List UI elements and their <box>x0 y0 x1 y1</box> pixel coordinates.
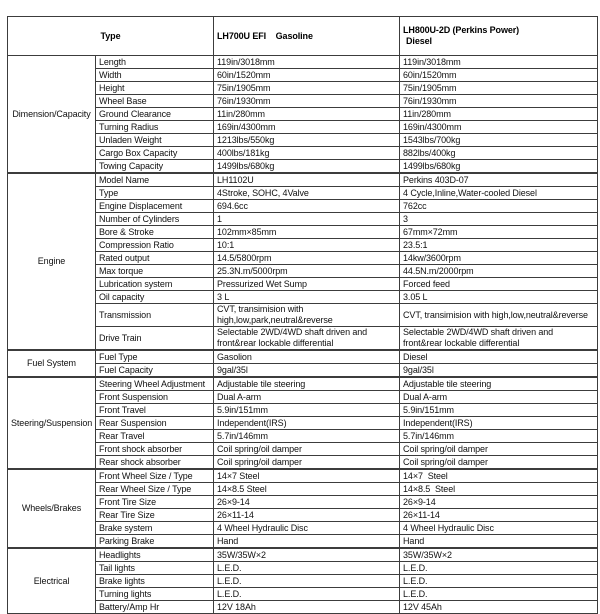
spec-row <box>8 443 598 456</box>
spec-value-lh700u-cell: 35W/35W×2 <box>214 548 400 562</box>
spec-label-cell: Wheel Base <box>96 95 214 108</box>
spec-row <box>8 509 598 522</box>
spec-value-lh800u-cell: 882lbs/400kg <box>400 147 598 160</box>
spec-label-cell: Ground Clearance <box>96 108 214 121</box>
spec-table-body <box>8 56 598 614</box>
spec-row <box>8 200 598 213</box>
spec-label-cell: Fuel Capacity <box>96 364 214 378</box>
spec-value-lh700u-cell: L.E.D. <box>214 588 400 601</box>
spec-row <box>8 327 598 351</box>
spec-value-lh800u-cell: 762cc <box>400 200 598 213</box>
spec-label-cell: Number of Cylinders <box>96 213 214 226</box>
spec-value-lh700u-cell: 169in/4300mm <box>214 121 400 134</box>
spec-value-lh800u-cell: Independent(IRS) <box>400 417 598 430</box>
spec-label-cell: Front Wheel Size / Type <box>96 469 214 483</box>
spec-row <box>8 134 598 147</box>
spec-label-cell: Engine Displacement <box>96 200 214 213</box>
spec-label-cell: Model Name <box>96 173 214 187</box>
spec-value-lh800u-cell: Hand <box>400 535 598 549</box>
spec-value-lh700u-cell: 1499lbs/680kg <box>214 160 400 174</box>
spec-value-lh700u-cell: 14.5/5800rpm <box>214 252 400 265</box>
spec-value-lh800u-cell: 14×7 Steel <box>400 469 598 483</box>
spec-value-lh800u-cell: 3 <box>400 213 598 226</box>
spec-row <box>8 69 598 82</box>
spec-value-lh800u-cell: 1543lbs/700kg <box>400 134 598 147</box>
header-model-lh800u <box>400 17 598 56</box>
spec-value-lh800u-cell: Diesel <box>400 350 598 364</box>
spec-row <box>8 391 598 404</box>
spec-value-lh800u-cell: CVT, transimision with high,low,neutral&reverse <box>400 304 598 327</box>
spec-row <box>8 121 598 134</box>
spec-value-lh800u-cell: 26×11-14 <box>400 509 598 522</box>
spec-value-lh700u-cell: Pressurized Wet Sump <box>214 278 400 291</box>
spec-value-lh800u-cell: 76in/1930mm <box>400 95 598 108</box>
spec-label-cell: Tail lights <box>96 562 214 575</box>
spec-value-lh800u-cell: 4 Cycle,Inline,Water-cooled Diesel <box>400 187 598 200</box>
spec-row <box>8 522 598 535</box>
spec-table <box>7 16 598 614</box>
spec-value-lh800u-cell: 119in/3018mm <box>400 56 598 69</box>
spec-value-lh700u-cell: Gasolion <box>214 350 400 364</box>
spec-value-lh800u-cell: L.E.D. <box>400 562 598 575</box>
spec-value-lh800u-cell: Coil spring/oil damper <box>400 443 598 456</box>
spec-row <box>8 213 598 226</box>
spec-row <box>8 548 598 562</box>
spec-label-cell: Brake system <box>96 522 214 535</box>
spec-value-lh700u-cell: Coil spring/oil damper <box>214 456 400 470</box>
spec-row <box>8 173 598 187</box>
spec-row <box>8 108 598 121</box>
spec-row <box>8 430 598 443</box>
spec-value-lh700u-cell: Dual A-arm <box>214 391 400 404</box>
spec-label-cell: Brake lights <box>96 575 214 588</box>
spec-value-lh700u-cell: 12V 18Ah <box>214 601 400 614</box>
spec-value-lh800u-cell: Selectable 2WD/4WD shaft driven and front&rear lockable differential <box>400 327 598 351</box>
spec-value-lh700u-cell: 102mm×85mm <box>214 226 400 239</box>
spec-row <box>8 226 598 239</box>
spec-label-cell: Lubrication system <box>96 278 214 291</box>
spec-label-cell: Type <box>96 187 214 200</box>
spec-row <box>8 377 598 391</box>
spec-value-lh700u-cell: 4 Wheel Hydraulic Disc <box>214 522 400 535</box>
spec-value-lh800u-cell: 4 Wheel Hydraulic Disc <box>400 522 598 535</box>
header-row <box>8 17 598 56</box>
header-model-lh800u-line1: LH800U-2D (Perkins Power) <box>403 25 520 35</box>
spec-value-lh700u-cell: 75in/1905mm <box>214 82 400 95</box>
spec-label-cell: Steering Wheel Adjustment <box>96 377 214 391</box>
spec-value-lh800u-cell: Forced feed <box>400 278 598 291</box>
spec-value-lh800u-cell: 44.5N.m/2000rpm <box>400 265 598 278</box>
spec-row <box>8 278 598 291</box>
spec-row <box>8 364 598 378</box>
spec-label-cell: Battery/Amp Hr <box>96 601 214 614</box>
spec-value-lh800u-cell: Adjustable tile steering <box>400 377 598 391</box>
category-cell: Dimension/Capacity <box>8 56 96 174</box>
spec-value-lh700u-cell: 119in/3018mm <box>214 56 400 69</box>
spec-value-lh700u-cell: 3 L <box>214 291 400 304</box>
spec-value-lh800u-cell: 3.05 L <box>400 291 598 304</box>
spec-label-cell: Transmission <box>96 304 214 327</box>
spec-value-lh800u-cell: 23.5:1 <box>400 239 598 252</box>
spec-value-lh700u-cell: 694.6cc <box>214 200 400 213</box>
spec-value-lh800u-cell: 169in/4300mm <box>400 121 598 134</box>
spec-value-lh700u-cell: 9gal/35l <box>214 364 400 378</box>
spec-label-cell: Compression Ratio <box>96 239 214 252</box>
spec-label-cell: Cargo Box Capacity <box>96 147 214 160</box>
spec-label-cell: Rear Tire Size <box>96 509 214 522</box>
spec-label-cell: Rear shock absorber <box>96 456 214 470</box>
spec-value-lh800u-cell: 14×8.5 Steel <box>400 483 598 496</box>
spec-label-cell: Front Suspension <box>96 391 214 404</box>
spec-label-cell: Oil capacity <box>96 291 214 304</box>
spec-value-lh800u-cell: L.E.D. <box>400 588 598 601</box>
spec-row <box>8 265 598 278</box>
spec-label-cell: Width <box>96 69 214 82</box>
spec-value-lh700u-cell: Adjustable tile steering <box>214 377 400 391</box>
header-type-label: Type <box>8 17 214 56</box>
spec-value-lh700u-cell: Coil spring/oil damper <box>214 443 400 456</box>
spec-row <box>8 160 598 174</box>
spec-value-lh800u-cell: 75in/1905mm <box>400 82 598 95</box>
spec-value-lh700u-cell: 400lbs/181kg <box>214 147 400 160</box>
header-model-lh700u: LH700U EFI Gasoline <box>214 17 400 56</box>
spec-label-cell: Fuel Type <box>96 350 214 364</box>
spec-value-lh800u-cell: 35W/35W×2 <box>400 548 598 562</box>
spec-label-cell: Headlights <box>96 548 214 562</box>
spec-row <box>8 239 598 252</box>
category-cell: Steering/Suspension <box>8 377 96 469</box>
spec-label-cell: Front Tire Size <box>96 496 214 509</box>
spec-row <box>8 483 598 496</box>
spec-value-lh800u-cell: 5.9in/151mm <box>400 404 598 417</box>
spec-label-cell: Rear Travel <box>96 430 214 443</box>
spec-row <box>8 350 598 364</box>
spec-row <box>8 496 598 509</box>
spec-value-lh800u-cell: Dual A-arm <box>400 391 598 404</box>
spec-value-lh700u-cell: CVT, transimision with high,low,park,neutral&reverse <box>214 304 400 327</box>
category-cell: Fuel System <box>8 350 96 377</box>
spec-label-cell: Bore & Stroke <box>96 226 214 239</box>
spec-label-cell: Rear Wheel Size / Type <box>96 483 214 496</box>
spec-row <box>8 601 598 614</box>
spec-value-lh800u-cell: 60in/1520mm <box>400 69 598 82</box>
spec-label-cell: Unladen Weight <box>96 134 214 147</box>
category-cell: Electrical <box>8 548 96 614</box>
spec-value-lh700u-cell: L.E.D. <box>214 562 400 575</box>
spec-value-lh800u-cell: 9gal/35l <box>400 364 598 378</box>
spec-label-cell: Front Travel <box>96 404 214 417</box>
spec-row <box>8 469 598 483</box>
spec-row <box>8 456 598 470</box>
spec-value-lh700u-cell: 1213lbs/550kg <box>214 134 400 147</box>
spec-value-lh700u-cell: Hand <box>214 535 400 549</box>
spec-row <box>8 187 598 200</box>
spec-label-cell: Length <box>96 56 214 69</box>
spec-value-lh700u-cell: 1 <box>214 213 400 226</box>
spec-value-lh700u-cell: 26×11-14 <box>214 509 400 522</box>
spec-row <box>8 404 598 417</box>
spec-label-cell: Max torque <box>96 265 214 278</box>
spec-label-cell: Front shock absorber <box>96 443 214 456</box>
spec-label-cell: Rated output <box>96 252 214 265</box>
spec-row <box>8 252 598 265</box>
category-cell: Wheels/Brakes <box>8 469 96 548</box>
spec-value-lh700u-cell: 4Stroke, SOHC, 4Valve <box>214 187 400 200</box>
spec-label-cell: Turning Radius <box>96 121 214 134</box>
spec-label-cell: Towing Capacity <box>96 160 214 174</box>
spec-value-lh700u-cell: LH1102U <box>214 173 400 187</box>
spec-row <box>8 82 598 95</box>
spec-row <box>8 535 598 549</box>
category-cell: Engine <box>8 173 96 350</box>
spec-value-lh800u-cell: 12V 45Ah <box>400 601 598 614</box>
spec-row <box>8 291 598 304</box>
spec-row <box>8 575 598 588</box>
spec-value-lh800u-cell: Coil spring/oil damper <box>400 456 598 470</box>
spec-value-lh700u-cell: 5.7in/146mm <box>214 430 400 443</box>
spec-value-lh700u-cell: Independent(IRS) <box>214 417 400 430</box>
spec-row <box>8 95 598 108</box>
spec-value-lh700u-cell: 25.3N.m/5000rpm <box>214 265 400 278</box>
spec-label-cell: Parking Brake <box>96 535 214 549</box>
spec-value-lh700u-cell: 26×9-14 <box>214 496 400 509</box>
spec-value-lh700u-cell: 11in/280mm <box>214 108 400 121</box>
spec-value-lh700u-cell: 10:1 <box>214 239 400 252</box>
spec-value-lh800u-cell: 14kw/3600rpm <box>400 252 598 265</box>
header-model-lh800u-line2: Diesel <box>406 36 432 46</box>
spec-value-lh700u-cell: Selectable 2WD/4WD shaft driven and front&rear lockable differential <box>214 327 400 351</box>
spec-value-lh800u-cell: Perkins 403D-07 <box>400 173 598 187</box>
spec-label-cell: Drive Train <box>96 327 214 351</box>
spec-label-cell: Rear Suspension <box>96 417 214 430</box>
spec-value-lh800u-cell: L.E.D. <box>400 575 598 588</box>
spec-value-lh700u-cell: 76in/1930mm <box>214 95 400 108</box>
spec-value-lh700u-cell: 60in/1520mm <box>214 69 400 82</box>
spec-row <box>8 304 598 327</box>
spec-label-cell: Height <box>96 82 214 95</box>
spec-value-lh800u-cell: 11in/280mm <box>400 108 598 121</box>
spec-value-lh700u-cell: 5.9in/151mm <box>214 404 400 417</box>
spec-row <box>8 562 598 575</box>
spec-value-lh800u-cell: 1499lbs/680kg <box>400 160 598 174</box>
spec-value-lh700u-cell: L.E.D. <box>214 575 400 588</box>
spec-value-lh700u-cell: 14×7 Steel <box>214 469 400 483</box>
spec-value-lh800u-cell: 26×9-14 <box>400 496 598 509</box>
spec-row <box>8 56 598 69</box>
spec-value-lh800u-cell: 5.7in/146mm <box>400 430 598 443</box>
spec-row <box>8 588 598 601</box>
spec-value-lh800u-cell: 67mm×72mm <box>400 226 598 239</box>
spec-value-lh700u-cell: 14×8.5 Steel <box>214 483 400 496</box>
spec-row <box>8 147 598 160</box>
spec-label-cell: Turning lights <box>96 588 214 601</box>
spec-row <box>8 417 598 430</box>
